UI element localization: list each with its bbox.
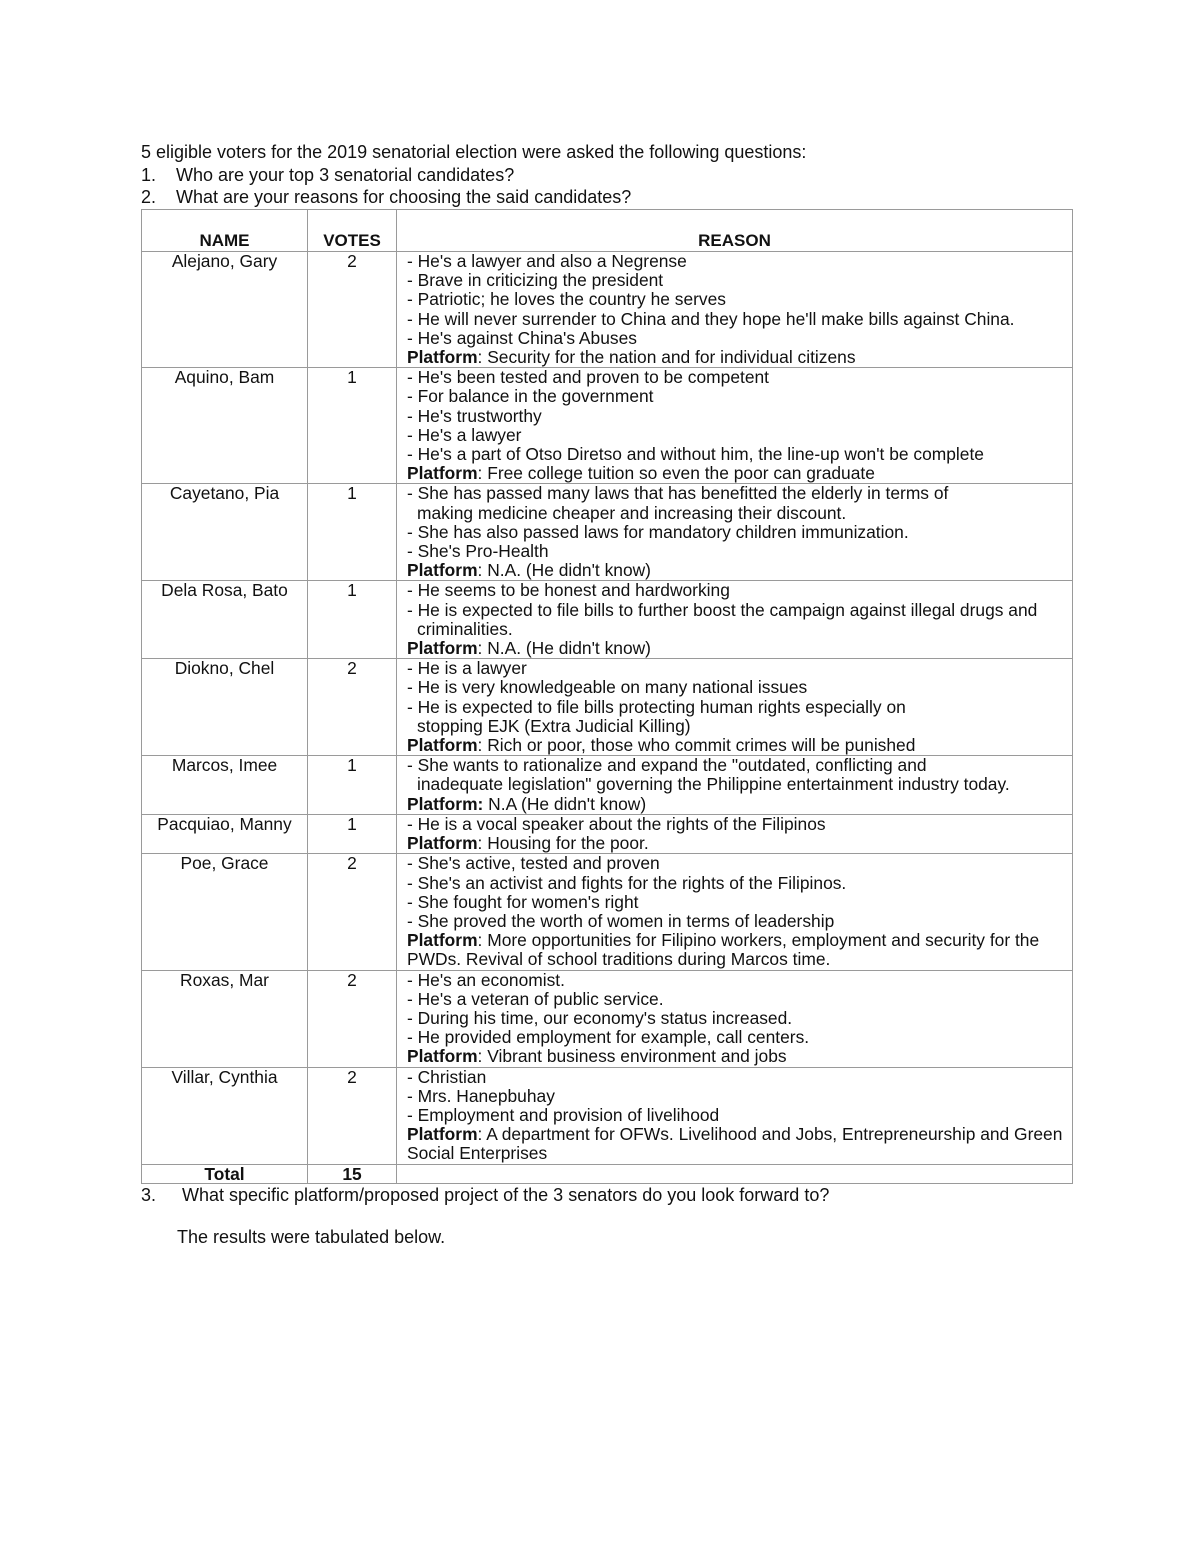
candidate-name: Alejano, Gary: [142, 252, 308, 368]
reason-line: - He is very knowledgeable on many national issues: [407, 677, 808, 698]
table-row: [142, 368, 1073, 484]
question-text: What are your reasons for choosing the said candidates?: [176, 187, 632, 207]
reason-line: - He provided employment for example, call centers.: [407, 1027, 810, 1048]
question-1: [141, 164, 1081, 187]
reason-line: - Patriotic; he loves the country he serves: [407, 289, 726, 310]
table-row: [142, 814, 1073, 853]
candidate-name: Poe, Grace: [142, 854, 308, 970]
platform-label: Platform: [407, 1124, 478, 1145]
reason-line: - She's Pro-Health: [407, 541, 549, 562]
candidate-votes: 2: [308, 252, 397, 368]
candidates-table: [141, 209, 1073, 1184]
question-number: 2.: [141, 187, 157, 207]
candidate-name: Diokno, Chel: [142, 659, 308, 756]
question-2: [141, 186, 1081, 209]
platform-line: [407, 736, 1066, 755]
question-number: 1.: [141, 164, 157, 185]
platform-line: [407, 464, 1066, 483]
reason-line: - He is a lawyer: [407, 658, 527, 679]
table-row: [142, 252, 1073, 368]
platform-line: [407, 1125, 1066, 1163]
platform-line: [407, 561, 1066, 580]
table-row: [142, 484, 1073, 581]
platform-text: : Free college tuition so even the poor can graduate: [477, 463, 875, 484]
candidate-votes: 1: [308, 484, 397, 581]
candidate-votes: 1: [308, 814, 397, 853]
table-row: [142, 854, 1073, 970]
platform-label: Platform: [407, 735, 478, 756]
header-name: NAME: [142, 210, 308, 252]
reason-line: - He's a lawyer: [407, 424, 522, 445]
candidate-name: Villar, Cynthia: [142, 1067, 308, 1164]
table-body: [142, 252, 1073, 1165]
reason-line: - Brave in criticizing the president: [407, 270, 664, 291]
candidate-reasons: [397, 814, 1073, 853]
reason-line: - She proved the worth of women in terms of leadership: [407, 910, 835, 931]
intro-line: 5 eligible voters for the 2019 senatorial election were asked the following questions:: [141, 142, 807, 162]
reason-line: - He's a part of Otso Diretso and without him, the line-up won't be complete: [407, 444, 984, 465]
platform-label: Platform: [407, 463, 478, 484]
reason-line: - He's trustworthy: [407, 405, 542, 426]
platform-label: Platform: [407, 1046, 478, 1067]
platform-text: : N.A. (He didn't know): [477, 560, 651, 581]
table-row: [142, 659, 1073, 756]
platform-label: Platform: [407, 930, 478, 951]
platform-text: : More opportunities for Filipino workers, employment and security for the PWDs. Revival of school traditions during Marcos time.: [407, 930, 1040, 970]
candidate-votes: 1: [308, 581, 397, 659]
candidate-reasons: [397, 659, 1073, 756]
total-label: Total: [142, 1164, 308, 1183]
question-3: [141, 1184, 1081, 1206]
reason-line: - He's against China's Abuses: [407, 327, 637, 348]
header-votes: VOTES: [308, 210, 397, 252]
candidate-votes: 2: [308, 659, 397, 756]
reason-line: - Employment and provision of livelihood: [407, 1104, 720, 1125]
table-row: [142, 1067, 1073, 1164]
table-row: [142, 581, 1073, 659]
reason-line: - Mrs. Hanepbuhay: [407, 1085, 555, 1106]
question-text: What specific platform/proposed project of the 3 senators do you look forward to?: [182, 1185, 830, 1205]
total-row: [142, 1164, 1073, 1183]
candidate-reasons: [397, 368, 1073, 484]
platform-line: [407, 1047, 1066, 1066]
candidate-reasons: [397, 581, 1073, 659]
reason-line: - He is a vocal speaker about the rights of the Filipinos: [407, 813, 826, 834]
candidate-votes: 1: [308, 368, 397, 484]
platform-text: : A department for OFWs. Livelihood and Jobs, Entrepreneurship and Green Social Enterprises: [407, 1124, 1063, 1164]
candidate-reasons: [397, 252, 1073, 368]
table-header-row: [142, 210, 1073, 252]
platform-text: N.A (He didn't know): [483, 793, 647, 814]
candidate-votes: 1: [308, 756, 397, 815]
platform-line: [407, 639, 1066, 658]
reason-line: - He's been tested and proven to be competent: [407, 367, 769, 388]
reason-line: - He seems to be honest and hardworking: [407, 580, 730, 601]
platform-line: [407, 834, 1066, 853]
candidate-name: Pacquiao, Manny: [142, 814, 308, 853]
platform-text: : Security for the nation and for individual citizens: [477, 347, 856, 368]
platform-line: [407, 348, 1066, 367]
candidate-name: Roxas, Mar: [142, 970, 308, 1067]
reason-line: - She has passed many laws that has benefitted the elderly in terms of: [407, 483, 949, 504]
candidate-votes: 2: [308, 970, 397, 1067]
total-reason-cell: [397, 1164, 1073, 1183]
reason-line: - He will never surrender to China and they hope he'll make bills against China.: [407, 308, 1015, 329]
platform-label: Platform: [407, 347, 478, 368]
platform-line: [407, 931, 1066, 969]
platform-text: : Housing for the poor.: [477, 833, 649, 854]
reason-line: - He is expected to file bills protecting human rights especially on: [407, 696, 906, 717]
total-votes: 15: [308, 1164, 397, 1183]
candidate-name: Aquino, Bam: [142, 368, 308, 484]
candidate-reasons: [397, 756, 1073, 815]
platform-label: Platform:: [407, 793, 484, 814]
reason-line: - For balance in the government: [407, 386, 654, 407]
candidate-votes: 2: [308, 1067, 397, 1164]
platform-text: : Vibrant business environment and jobs: [477, 1046, 787, 1067]
candidate-votes: 2: [308, 854, 397, 970]
platform-text: : Rich or poor, those who commit crimes will be punished: [477, 735, 916, 756]
reason-line: - She has also passed laws for mandatory children immunization.: [407, 521, 909, 542]
candidate-reasons: [397, 970, 1073, 1067]
platform-label: Platform: [407, 833, 478, 854]
candidate-reasons: [397, 854, 1073, 970]
reason-line: - She's an activist and fights for the rights of the Filipinos.: [407, 872, 847, 893]
platform-label: Platform: [407, 638, 478, 659]
reason-line: - She's active, tested and proven: [407, 853, 660, 874]
reason-line: - He is expected to file bills to further boost the campaign against illegal drugs and: [407, 599, 1038, 620]
reason-line: inadequate legislation" governing the Philippine entertainment industry today.: [417, 774, 1010, 795]
reason-line: - During his time, our economy's status increased.: [407, 1007, 793, 1028]
intro-section: [141, 141, 1081, 209]
reason-line: - She fought for women's right: [407, 891, 639, 912]
question-text: Who are your top 3 senatorial candidates?: [176, 164, 515, 185]
reason-line: - He's a veteran of public service.: [407, 988, 664, 1009]
reason-line: - He's a lawyer and also a Negrense: [407, 251, 687, 271]
reason-line: - He's an economist.: [407, 969, 565, 990]
platform-text: : N.A. (He didn't know): [477, 638, 651, 659]
reason-line: making medicine cheaper and increasing their discount.: [417, 502, 847, 523]
reason-line: criminalities.: [417, 618, 513, 639]
question-number: 3.: [141, 1185, 157, 1205]
header-reason: REASON: [397, 210, 1073, 252]
candidate-name: Cayetano, Pia: [142, 484, 308, 581]
candidate-reasons: [397, 1067, 1073, 1164]
candidate-name: Dela Rosa, Bato: [142, 581, 308, 659]
results-text: The results were tabulated below.: [177, 1227, 446, 1247]
reason-line: - Christian: [407, 1066, 487, 1087]
reason-line: - She wants to rationalize and expand the "outdated, conflicting and: [407, 755, 927, 776]
platform-label: Platform: [407, 560, 478, 581]
candidate-reasons: [397, 484, 1073, 581]
table-row: [142, 756, 1073, 815]
platform-line: [407, 795, 1066, 814]
table-row: [142, 970, 1073, 1067]
candidate-name: Marcos, Imee: [142, 756, 308, 815]
reason-line: stopping EJK (Extra Judicial Killing): [417, 715, 691, 736]
